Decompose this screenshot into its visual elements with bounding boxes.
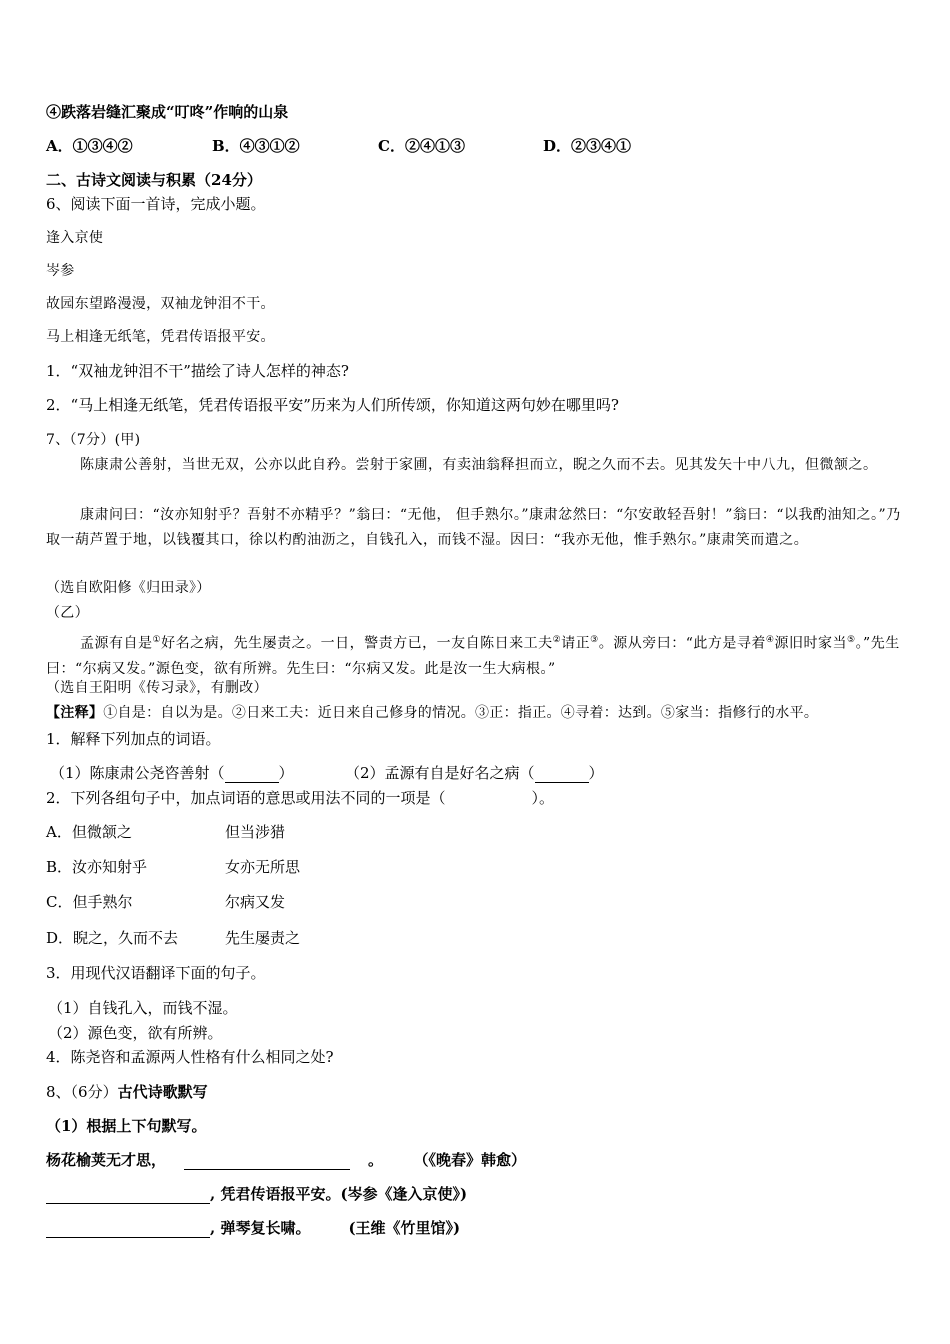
q7-choice-a: A．但微颔之 [46,823,132,841]
footnote-ref-3: ③ [590,635,599,645]
q7-sub1-item-b [345,763,604,783]
answer-blank[interactable] [184,1153,350,1170]
answer-blank[interactable] [225,766,279,783]
q5-option-b: B．④③①② [212,137,300,155]
q7-sub2-text: 2．下列各组句子中，加点词语的意思或用法不同的一项是（ [46,789,446,807]
q7-yi-paragraph [46,628,908,682]
q8-line-1-end: 。 [368,1151,384,1169]
q7-choice-d: D．睨之，久而不去 [46,929,179,947]
q6-poem-line-1: 故园东望路漫漫，双袖龙钟泪不干。 [46,296,275,312]
q6-stem: 6、阅读下面一首诗，完成小题。 [46,195,266,213]
q8-line-1-text: 杨花榆荚无才思， [46,1151,167,1169]
q7-jia-source: （选自欧阳修《归田录》） [46,580,211,596]
answer-blank[interactable] [535,766,589,783]
q8-line-1-source: （《晚春》韩愈） [421,1151,527,1169]
answer-blank[interactable] [46,1221,210,1238]
q8-line-2-text: , 凭君传语报平安。(岑参《逢入京使》) [210,1185,468,1203]
q8-line-3 [46,1218,460,1238]
q7-sub1-item-a-text: （1）陈康肃公尧咨善射（ [50,764,225,782]
q7-stem: 7、（7分）(甲) [46,432,141,448]
q7-yi-text-6: 。”先生曰：“尔病又发。”源色变，欲有所辨。先生曰：“尔病又发。此是汝一生大病根。” [46,635,900,677]
q7-subquestion-3: 3．用现代汉语翻译下面的句子。 [46,964,266,982]
q6-poem-title: 逢入京使 [46,230,104,246]
footnote-ref-1: ① [152,635,162,645]
q7-jia-paragraph-2: 康肃问曰：“汝亦知射乎？吾射不亦精乎？”翁曰：“无他， 但手熟尔。”康肃忿然曰：“尔安敢轻吾射！”翁曰：“以我酌油知之。”乃取一葫芦置于地，以钱覆其口，徐以杓酌油沥之，自钱孔入，而钱不湿。因曰：“我亦无他，惟手熟尔。”康肃笑而遣之。 [46,507,901,548]
q7-sub1-item-a [50,763,294,783]
q8-stem-title: 古代诗歌默写 [117,1083,208,1101]
q8-subquestion-1: （1）根据上下句默写。 [46,1117,207,1135]
q7-jia-paragraph-1: 陈康肃公善射，当世无双，公亦以此自矜。尝射于家圃，有卖油翁释担而立，睨之久而不去。见其发矢十中八九，但微颔之。 [80,457,878,473]
q6-subquestion-2: 2．“马上相逢无纸笔，凭君传语报平安”历来为人们所传颂，你知道这两句妙在哪里吗? [46,396,619,414]
q5-option-a: A．①③④② [46,137,133,155]
q7-choice-c: C．但手熟尔 [46,893,133,911]
footnote-ref-4: ④ [765,635,775,645]
q7-choice-d-pair: 先生屡责之 [225,929,301,947]
q7-yi-text-4: 。源从旁曰：“此方是寻着 [598,635,766,652]
q7-subquestion-1: 1．解释下列加点的词语。 [46,730,221,748]
notes-label: 【注释】 [46,705,104,721]
q7-yi-source: （选自王阳明《传习录》，有删改） [46,680,268,696]
footnote-ref-2: ② [552,635,562,645]
q6-poem-author: 岑参 [46,263,75,279]
answer-blank[interactable] [46,1187,210,1204]
q7-yi-text-1: 孟源有自是 [80,635,153,652]
q7-sub3-item-1: （1）自钱孔入，而钱不湿。 [48,999,238,1017]
q7-yi-text-3: 请正 [561,635,591,652]
section-2-title: 二、古诗文阅读与积累（24分） [46,171,262,189]
q5-option-d: D．②③④① [543,137,632,155]
q6-poem-line-2: 马上相逢无纸笔，凭君传语报平安。 [46,329,275,345]
q7-choice-c-pair: 尔病又发 [225,893,286,911]
q8-line-3-source: (王维《竹里馆》) [348,1219,461,1237]
q7-sub1-item-a-close: ） [278,764,294,782]
q7-yi-text-5: 源旧时家当 [774,635,847,652]
q8-line-3-text: , 弹琴复长啸。 [210,1219,311,1237]
q5-item-4: ④跌落岩缝汇聚成“叮咚”作响的山泉 [46,103,289,121]
q7-sub3-item-2: （2）源色变，欲有所辨。 [48,1024,223,1042]
q7-subquestion-2 [46,788,554,808]
q7-sub2-close: ）。 [531,789,555,807]
q8-line-1 [46,1150,526,1170]
q8-line-2 [46,1184,467,1204]
q7-yi-text-2: 好名之病，先生屡责之。一日，警责方已，一友自陈日来工夫 [161,635,553,652]
q7-subquestion-4: 4．陈尧咨和孟源两人性格有什么相同之处? [46,1048,334,1066]
q7-choice-a-pair: 但当涉猎 [225,823,286,841]
q7-yi-label: （乙） [46,605,89,621]
q7-notes [46,703,818,723]
q7-choice-b: B．汝亦知射乎 [46,858,148,876]
q7-sub1-item-b-text: （2）孟源有自是好名之病（ [345,764,535,782]
notes-text: ①自是：自以为是。②日来工夫：近日来自己修身的情况。③正：指正。④寻着：达到。⑤家当：指修行的水平。 [103,705,819,721]
q8-stem-prefix: 8、（6分） [46,1083,118,1101]
q7-choice-b-pair: 女亦无所思 [225,858,301,876]
q8-stem [46,1082,208,1102]
q6-subquestion-1: 1．“双袖龙钟泪不干”描绘了诗人怎样的神态? [46,362,349,380]
q7-sub1-item-b-close: ） [588,764,604,782]
q5-option-c: C．②④①③ [378,137,465,155]
footnote-ref-5: ⑤ [846,635,856,645]
